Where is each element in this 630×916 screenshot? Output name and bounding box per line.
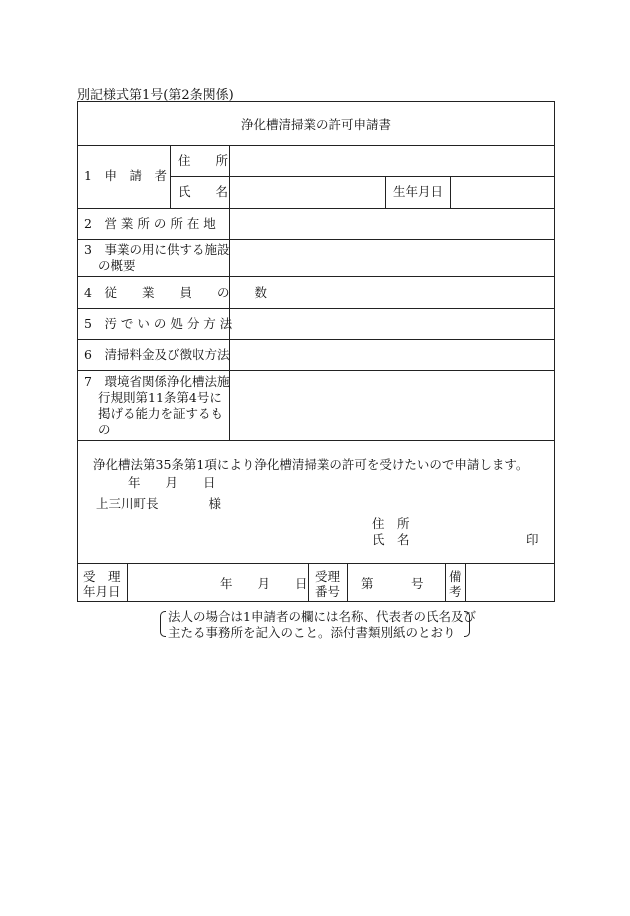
office-location-field[interactable] xyxy=(230,209,554,239)
remarks-label-line1: 備 xyxy=(449,569,462,584)
receipt-date-label-line2: 年月日 xyxy=(83,584,121,599)
ability-label-line3: 掲げる能力を証するも xyxy=(98,406,224,421)
remarks-field[interactable] xyxy=(466,564,554,602)
ability-label-line2: 行規則第11条第4号に xyxy=(98,390,222,405)
receipt-date-field[interactable]: 年 月 日 xyxy=(220,576,308,591)
address-label: 住 所 xyxy=(178,153,229,168)
addressee: 上三川町長 様 xyxy=(96,496,222,511)
employees-field[interactable] xyxy=(230,277,554,308)
divider xyxy=(308,563,309,602)
receipt-number-label-line2: 番号 xyxy=(315,584,341,599)
ability-field[interactable] xyxy=(230,371,554,440)
form-title: 浄化槽清掃業の許可申請書 xyxy=(240,117,391,132)
applicant-address-label: 住 所 xyxy=(372,516,410,531)
facilities-field[interactable] xyxy=(230,240,554,276)
facilities-label-line2: の概要 xyxy=(98,258,136,273)
seal-mark: 印 xyxy=(526,532,539,547)
name-field[interactable] xyxy=(230,177,385,208)
divider xyxy=(347,563,348,602)
divider xyxy=(170,145,171,208)
office-location-label: 2 営 業 所 の 所 在 地 xyxy=(84,216,216,231)
application-form-table xyxy=(77,101,555,602)
note-line2: 主たる事務所を記入のこと。添付書類別紙のとおり xyxy=(168,625,456,640)
right-bracket xyxy=(464,611,470,637)
name-label: 氏 名 xyxy=(178,184,229,199)
fee-method-field[interactable] xyxy=(230,340,554,370)
applicant-name-label: 氏 名 xyxy=(372,532,410,547)
employees-label: 4 従 業 員 の 数 xyxy=(84,285,267,300)
divider xyxy=(445,563,446,602)
facilities-label-line1: 3 事業の用に供する施設 xyxy=(84,242,230,257)
ability-label-line1: 7 環境省関係浄化槽法施 xyxy=(84,374,230,389)
divider xyxy=(385,176,386,208)
divider xyxy=(78,440,554,441)
application-date[interactable]: 年 月 日 xyxy=(128,475,216,490)
note-line1: 法人の場合は1申請者の欄には名称、代表者の氏名及び xyxy=(168,609,476,624)
divider xyxy=(127,563,128,602)
form-number: 別記様式第1号(第2条関係) xyxy=(77,88,234,103)
remarks-label-line2: 考 xyxy=(449,584,462,599)
address-field[interactable] xyxy=(230,146,554,176)
left-bracket xyxy=(160,611,166,637)
disposal-method-label: 5 汚 で い の 処 分 方 法 xyxy=(84,316,233,331)
application-statement: 浄化槽法第35条第1項により浄化槽清掃業の許可を受けたいので申請します。 xyxy=(93,457,529,472)
ability-label-line4: の xyxy=(98,422,111,437)
receipt-number-field[interactable]: 第 号 xyxy=(361,576,424,591)
birthdate-label: 生年月日 xyxy=(393,184,444,199)
receipt-number-label-line1: 受理 xyxy=(315,569,341,584)
receipt-date-label-line1: 受 理 xyxy=(83,569,121,584)
fee-method-label: 6 清掃料金及び徴収方法 xyxy=(84,347,230,362)
disposal-method-field[interactable] xyxy=(230,309,554,339)
birthdate-field[interactable] xyxy=(451,177,554,208)
applicant-label: 1 申 請 者 xyxy=(84,168,167,183)
